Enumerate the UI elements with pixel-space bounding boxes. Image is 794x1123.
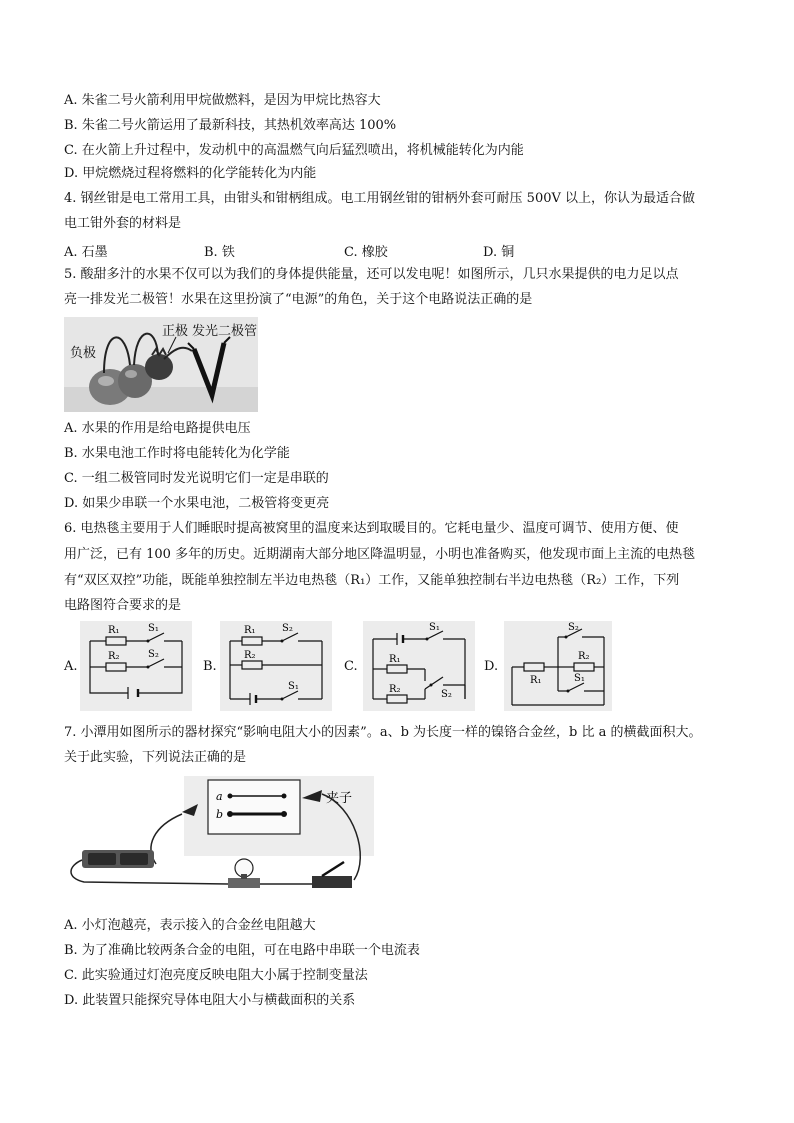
- wire-a-label: a: [216, 790, 223, 803]
- circuit-c-diagram: [363, 621, 475, 711]
- q4-option-d: D. 铜: [483, 245, 515, 260]
- circuit-option-d-label: D.: [484, 659, 499, 674]
- q7-stem-line1: 7. 小潭用如图所示的器材探究“影响电阻大小的因素”。a、b 为长度一样的镍铬合金丝，b 比 a 的横截面积大。: [64, 725, 702, 740]
- circuit-a-r2-label: R₂: [108, 651, 120, 662]
- q3-option-b: B. 朱雀二号火箭运用了最新科技，其热机效率高达 100%: [64, 118, 397, 133]
- circuit-d: [504, 621, 612, 711]
- circuit-a-s2-label: S₂: [148, 649, 159, 660]
- circuit-b-r1-label: R₁: [244, 625, 256, 636]
- circuit-option-c-label: C.: [344, 659, 358, 674]
- positive-electrode-label: 正极: [162, 324, 189, 339]
- q4-stem-line1: 4. 钢丝钳是电工常用工具，由钳头和钳柄组成。电工用钢丝钳的钳柄外套可耐压 500V 以上，你认为最适合做: [64, 191, 696, 206]
- circuit-d-diagram: [504, 621, 612, 711]
- resistance-experiment-figure: [64, 776, 374, 910]
- q7-stem-line2: 关于此实验，下列说法正确的是: [64, 750, 247, 765]
- q6-stem-line3: 有“双区双控”功能，既能单独控制左半边电热毯（R₁）工作，又能单独控制右半边电热毯（R₂）工作，下列: [64, 573, 680, 588]
- circuit-c-s1-label: S₁: [429, 622, 440, 633]
- q3-option-c: C. 在火箭上升过程中，发动机中的高温燃气向后猛烈喷出，将机械能转化为内能: [64, 143, 524, 158]
- q7-option-d: D. 此装置只能探究导体电阻大小与横截面积的关系: [64, 993, 356, 1008]
- resistance-experiment-illustration: [64, 776, 374, 910]
- circuit-a: [80, 621, 192, 711]
- q5-option-a: A. 水果的作用是给电路提供电压: [64, 421, 251, 436]
- q4-option-b: B. 铁: [204, 245, 235, 260]
- circuit-a-diagram: [80, 621, 192, 711]
- wire-b-label: b: [216, 808, 224, 821]
- q5-option-b: B. 水果电池工作时将电能转化为化学能: [64, 446, 290, 461]
- circuit-b: [220, 621, 332, 711]
- q7-option-a: A. 小灯泡越亮，表示接入的合金丝电阻越大: [64, 918, 316, 933]
- q3-option-a: A. 朱雀二号火箭利用甲烷做燃料，是因为甲烷比热容大: [64, 93, 381, 108]
- circuit-a-s1-label: S₁: [148, 623, 159, 634]
- q5-stem-line2: 亮一排发光二极管！水果在这里扮演了“电源”的角色，关于这个电路说法正确的是: [64, 292, 533, 307]
- circuit-b-s1-label: S₁: [288, 681, 299, 692]
- circuit-c: [363, 621, 475, 711]
- q4-options: [64, 241, 744, 259]
- q7-option-c: C. 此实验通过灯泡亮度反映电阻大小属于控制变量法: [64, 968, 368, 983]
- circuit-a-r1-label: R₁: [108, 625, 120, 636]
- q3-option-d: D. 甲烷燃烧过程将燃料的化学能转化为内能: [64, 166, 317, 181]
- circuit-d-r2-label: R₂: [578, 651, 590, 662]
- circuit-b-s2-label: S₂: [282, 623, 293, 634]
- q5-option-d: D. 如果少串联一个水果电池，二极管将变更亮: [64, 496, 330, 511]
- circuit-c-s2-label: S₂: [441, 689, 452, 700]
- circuit-c-r2-label: R₂: [389, 684, 401, 695]
- negative-electrode-label: 负极: [70, 346, 97, 361]
- circuit-d-s1-label: S₁: [574, 673, 585, 684]
- q6-stem-line1: 6. 电热毯主要用于人们睡眠时提高被窝里的温度来达到取暖目的。它耗电量少、温度可调节、使用方便、使: [64, 521, 679, 536]
- fruit-battery-figure: [64, 317, 258, 412]
- circuit-option-b-label: B.: [203, 659, 217, 674]
- fruit-battery-illustration: [64, 317, 258, 412]
- circuit-b-diagram: [220, 621, 332, 711]
- q6-stem-line4: 电路图符合要求的是: [64, 598, 182, 613]
- circuit-d-r1-label: R₁: [530, 675, 542, 686]
- circuit-c-r1-label: R₁: [389, 654, 401, 665]
- clip-label: 夹子: [326, 791, 353, 806]
- circuit-d-s2-label: S₂: [568, 622, 579, 633]
- q6-stem-line2: 用广泛，已有 100 多年的历史。近期湖南大部分地区降温明显，小明也准备购买，他发现市面上主流的电热毯: [64, 547, 696, 562]
- circuit-b-r2-label: R₂: [244, 650, 256, 661]
- q5-stem-line1: 5. 酸甜多汁的水果不仅可以为我们的身体提供能量，还可以发电呢！如图所示，几只水果提供的电力足以点: [64, 267, 679, 282]
- q5-option-c: C. 一组二极管同时发光说明它们一定是串联的: [64, 471, 329, 486]
- led-label: 发光二极管: [192, 324, 258, 339]
- q4-option-a: A. 石墨: [64, 245, 108, 260]
- circuit-option-a-label: A.: [64, 659, 78, 674]
- q4-stem-line2: 电工钳外套的材料是: [64, 216, 182, 231]
- q7-option-b: B. 为了准确比较两条合金的电阻，可在电路中串联一个电流表: [64, 943, 420, 958]
- q4-option-c: C. 橡胶: [344, 245, 388, 260]
